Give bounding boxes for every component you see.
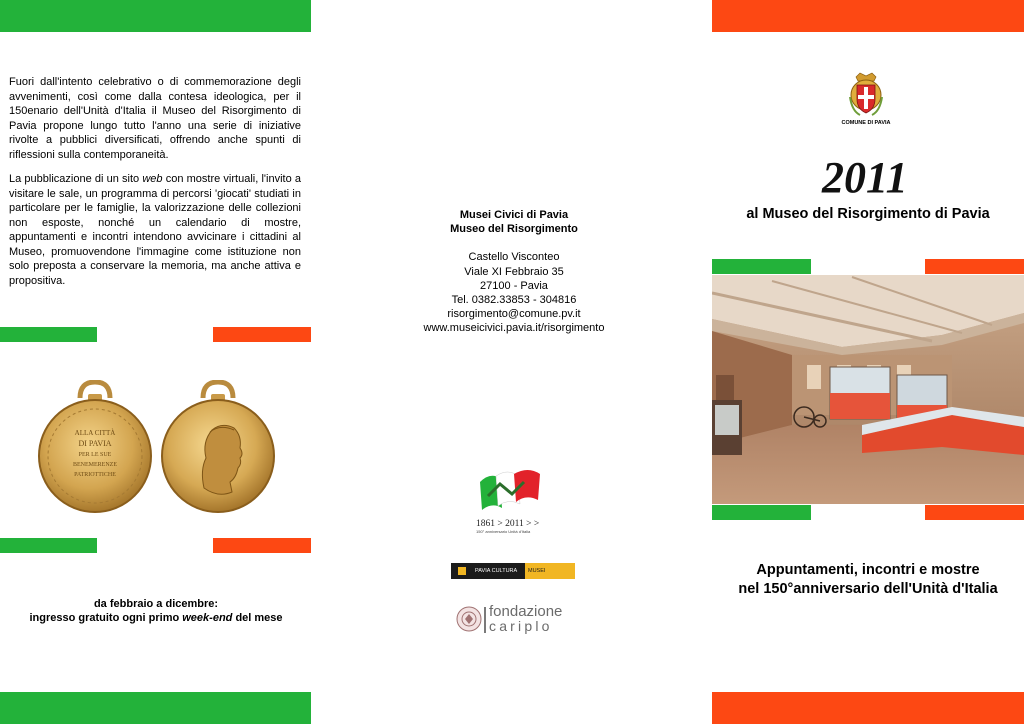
pavia-cultura-label: PAVIA CULTURA <box>473 563 525 579</box>
cover-tagline-1: Appuntamenti, incontri e mostre <box>756 562 980 578</box>
cover-tagline-2: nel 150°anniversario dell'Unità d'Italia <box>738 581 998 597</box>
free-entry-weekend: week-end <box>182 612 233 624</box>
flag-ribbons-icon <box>476 466 548 512</box>
contact-website[interactable]: www.museicivici.pavia.it/risorgimento <box>423 322 605 335</box>
anniversary-years: 1861 > 2011 > > <box>476 519 540 529</box>
museum-hall-photo <box>712 275 1024 504</box>
contact-phone: Tel. 0382.33853 - 304816 <box>451 294 577 307</box>
cariplo-label: cariplo <box>489 618 553 634</box>
top-orange-bar <box>712 0 1024 32</box>
top-green-bar <box>0 0 311 32</box>
bottom-green-bar <box>0 692 311 724</box>
mid-orange-bar-left <box>213 327 311 342</box>
photo-top-orange-bar <box>925 259 1024 274</box>
cariplo-seal-icon <box>456 606 482 632</box>
cover-subtitle: al Museo del Risorgimento di Pavia <box>746 206 990 222</box>
cover-year: 2011 <box>822 153 908 202</box>
photo-top-green-bar <box>712 259 811 274</box>
photo-bottom-green-bar <box>712 505 811 520</box>
medal-front <box>36 380 154 515</box>
low-orange-bar-left <box>213 538 311 553</box>
anniversary-logo <box>476 466 548 532</box>
medal-text-line-1: ALLA CITTÀ <box>74 429 116 437</box>
bottom-orange-bar <box>712 692 1024 724</box>
medal-text-line-5: PATRIOTTICHE <box>74 472 116 478</box>
comune-di-pavia-crest-icon <box>846 71 886 119</box>
medal-text-line-4: BENEMERENZE <box>73 462 117 468</box>
comune-di-pavia-label: COMUNE DI PAVIA <box>841 120 891 126</box>
contact-street: Viale XI Febbraio 35 <box>464 265 564 278</box>
intro-p2-web: web <box>142 173 163 185</box>
pavia-cultura-logo <box>451 563 575 579</box>
contact-block <box>400 208 628 336</box>
free-entry-line-1: da febbraio a dicembre: <box>93 598 219 610</box>
low-green-bar-left <box>0 538 97 553</box>
pavia-musei-label: MUSEI <box>525 563 575 579</box>
fondazione-cariplo-logo <box>456 603 576 635</box>
pavia-cultura-mark <box>451 563 473 579</box>
contact-museum-name-2: Museo del Risorgimento <box>450 223 578 236</box>
mid-green-bar-left <box>0 327 97 342</box>
intro-paragraph-2 <box>9 172 301 288</box>
free-entry-start: ingresso gratuito ogni primo <box>29 612 183 624</box>
contact-museum-name-1: Musei Civici di Pavia <box>459 209 569 221</box>
medal-back <box>160 380 276 515</box>
fondazione-label: fondazione <box>489 603 563 620</box>
intro-p2-end: con mostre virtuali, l'invito a visitare le sale, un programma di percorsi 'giocati' studiati in particolare per le famiglie, la valorizzazione delle collezioni non esposte, nonché un calendario di mostre, appuntamenti e incontri intendono avvicinare i cittadini al Museo, promuovendone l'immagine come istituzione non solo preposta a conservare la memoria, ma anche attiva e propositiva. <box>9 173 301 287</box>
contact-email[interactable]: risorgimento@comune.pv.it <box>447 308 581 321</box>
anniversary-subtitle: 150° anniversario Unità d'Italia <box>476 529 531 534</box>
medal-text-line-3: PER LE SUE <box>78 452 112 458</box>
free-entry-line-2 <box>0 611 312 626</box>
intro-paragraph-1: Fuori dall'intento celebrativo o di commemorazione degli avvenimenti, così come dalla contesa ideologica, per il 150enario dell'Unità d'Italia il Museo del Risorgimento di Pavia propone lungo tutto l'anno una serie di iniziative rivolte a pubblici diversificati, offrendo anche spunti di riflessioni sulla contemporaneità. <box>9 76 301 161</box>
photo-bottom-orange-bar <box>925 505 1024 520</box>
contact-place: Castello Visconteo <box>468 251 560 264</box>
intro-p2-start: La pubblicazione di un sito <box>9 173 143 185</box>
contact-city: 27100 - Pavia <box>480 279 548 292</box>
free-entry-end: del mese <box>232 612 283 624</box>
medal-text-line-2: DI PAVIA <box>78 439 112 448</box>
